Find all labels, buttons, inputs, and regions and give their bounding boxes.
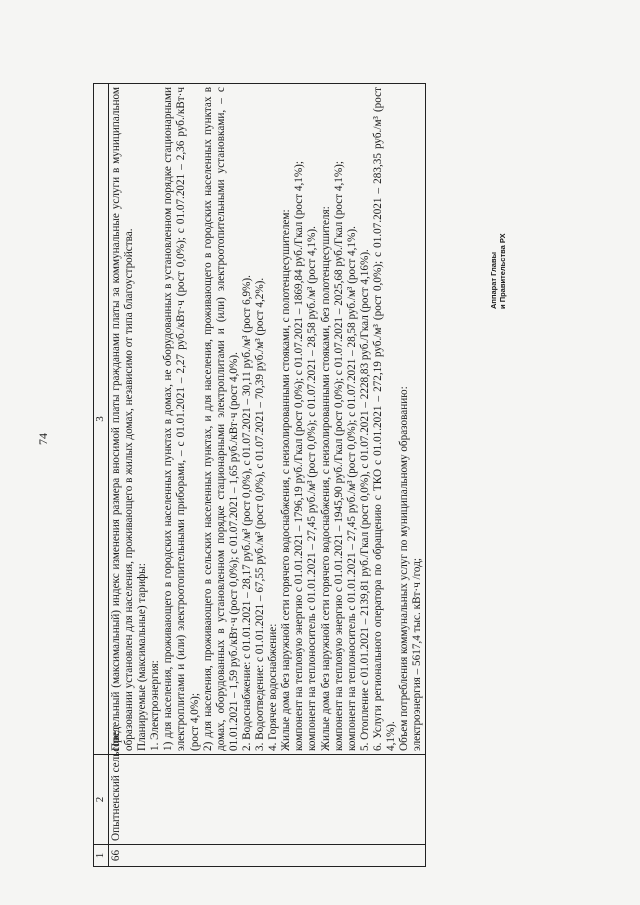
text-line: 6. Услуги регионального оператора по обращению с ТКО с 01.01.2021 – 272,19 руб./м³ (рост 0,0%); с 01.07.2021 – 283,35 руб./м³ (рост 4,1%). <box>371 87 397 751</box>
page-number: 74 <box>36 433 50 445</box>
text-line: Жилые дома без наружной сети горячего водоснабжения, с неизолированными стояками, без полотенцесушителя: <box>319 206 332 751</box>
text-line: 3. Водоотведение: с 01.01.2021 – 67,55 руб./м³ (рост 0,0%), с 01.07.2021 – 70,39 руб./м³ (рост 4,2%). <box>254 277 267 751</box>
text-line: Жилые дома без наружной сети горячего водоснабжения, с неизолированными стояками, с полотенцесушителем: <box>280 209 293 751</box>
text-line: Предельный (максимальный) индекс изменения размера вносимой платы гражданами платы за коммунальные услуги в муниципальном образовании установлен для населения, проживающего в жилых домах, независимо от типа благоустройства. <box>110 87 136 751</box>
office-stamp <box>489 233 508 309</box>
stamp-line: Аппарат Главы <box>489 252 498 309</box>
text-line: компонент на тепловую энергию с 01.01.2021 – 1796,19 руб./Гкал (рост 0,0%); с 01.07.2021 – 1869,84 руб./Гкал (рост 4,1%); <box>293 160 306 751</box>
tariff-table <box>93 83 426 867</box>
text-line: 1) для населения, проживающего в городских населенных пунктах в домах, не оборудованных в установленном порядке стационарными электроплитами и (или) электроотопительными приборами, – с 01.01.2021 – 2,27 руб./кВт·ч (рост 0,0%); с 01.07.2021 – 2,36 руб./кВт·ч (рост 4,0%); <box>162 87 201 751</box>
text-line: 2. Водоснабжение: с 01.01.2021 – 28,17 руб./м³ (рост 0,0%), с 01.07.2021 – 30,11 руб./м³ (рост 6,9%). <box>240 275 253 751</box>
text-line: компонент на тепловую энергию с 01.01.2021 – 1945,90 руб./Гкал (рост 0,0%); с 01.07.2021 – 2025,68 руб./Гкал (рост 4,1%); <box>332 160 345 751</box>
header-col-1: 1 <box>94 845 109 867</box>
header-col-2: 2 <box>94 755 109 845</box>
text-line: Планируемые (максимальные) тарифы: <box>136 563 149 751</box>
tariff-description <box>109 84 426 755</box>
text-line: Объем потребления коммунальных услуг по муниципальному образованию: <box>398 386 411 751</box>
table-row <box>109 84 426 867</box>
text-line: 4. Горячее водоснабжение: <box>267 623 280 751</box>
row-number: 66 <box>109 845 426 867</box>
text-line: 2) для населения, проживающего в сельских населенных пунктах, и для населения, проживающего в городских населенных пунктах в домах, оборудованных в установленном порядке стационарными электроплитами и (или) электроотопительными установками, – с 01.01.2021 – 1,59 руб./кВт·ч (рост 0,0%); с 01.07.2021 – 1,65 руб./кВт·ч (рост 4,0%). <box>201 87 240 751</box>
text-line: электроэнергия – 5617,4 тыс. кВт·ч /год; <box>411 558 424 751</box>
stamp-line: и Правительства РХ <box>498 233 508 309</box>
settlement-name: Опытненский сельсовет <box>109 755 426 845</box>
text-line: компонент на теплоноситель с 01.01.2021 – 27,45 руб./м³ (рост 0,0%); с 01.07.2021 – 28,58 руб./м³ (рост 4,1%). <box>306 226 319 751</box>
text-line: компонент на теплоноситель с 01.01.2021 – 27,45 руб./м³ (рост 0,0%); с 01.07.2021 – 28,58 руб./м³ (рост 4,1%). <box>345 226 358 751</box>
text-line: 5. Отопление с 01.01.2021 – 2139,81 руб./Гкал (рост 0,0%), с 01.07.2021 – 2228,83 руб./Гкал (рост 4,16%). <box>358 249 371 751</box>
header-col-3: 3 <box>94 84 109 755</box>
text-line: 1. Электроэнергия: <box>149 660 162 751</box>
table-header-row <box>94 84 109 867</box>
